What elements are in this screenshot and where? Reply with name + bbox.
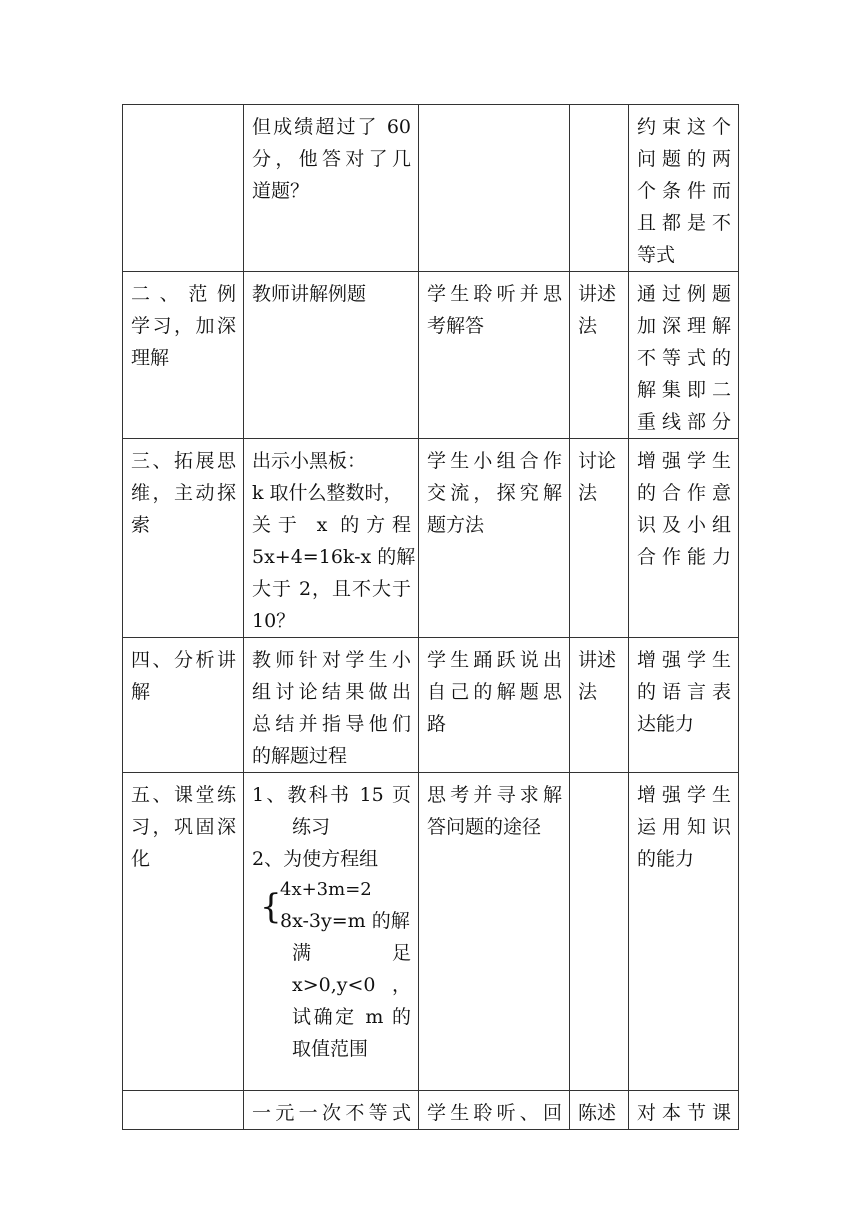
table-row [123,773,739,1091]
content-cell [244,1091,419,1130]
cell-line: 但成绩超过了 60 [252,116,411,138]
cell-line: 问题的两 [637,148,731,170]
cell-line: 出示小黑板： [252,450,367,472]
cell-line: 的语言表 [637,681,731,703]
cell-line: 加深理解 [637,315,731,337]
cell-line: 分，他答对了几 [252,148,411,170]
cell-line: 法 [578,681,598,703]
table-row [123,272,739,439]
cell-line: 学习，加深 [131,315,236,337]
cell-line: x>0,y<0 ， [292,974,411,996]
cell-line: 关于 x 的方程 [252,514,411,536]
curly-brace-icon: { [260,887,282,927]
cell-line: 总结并指导他们 [252,713,411,735]
content-cell [244,105,419,272]
cell-line: 不等式的 [637,347,731,369]
cell-line: 索 [131,514,151,536]
cell-line: 大于 2，且不大于 [252,578,411,600]
cell-line: 讨论 [578,450,617,472]
cell-line: 且都是不 [637,212,731,234]
cell-line: 讲述 [578,649,617,671]
method-cell [570,439,629,638]
cell-line: 达能力 [637,713,695,735]
method-cell [570,105,629,272]
method-cell [570,272,629,439]
cell-line: 合作能力 [637,546,731,568]
content-cell [244,773,419,1091]
method-cell [570,1091,629,1130]
student-cell [419,1091,570,1130]
cell-line: 组讨论结果做出 [252,681,411,703]
content-cell [244,272,419,439]
equation-2: 8x-3y=m 的解 [280,910,410,932]
cell-line: 三、拓展思 [131,450,236,472]
cell-line: 维，主动探 [131,482,236,504]
exercise-item-1-sub: 练习 [292,816,331,838]
cell-line: 教师针对学生小 [252,649,411,671]
intent-cell [629,638,739,773]
cell-line: 习，巩固深 [131,816,236,838]
table-row [123,439,739,638]
method-cell [570,773,629,1091]
cell-line: 理解 [131,347,170,369]
cell-line: 五、课堂练 [131,784,236,806]
equation-system [252,875,411,937]
intent-cell [629,105,739,272]
content-cell [244,638,419,773]
cell-line: 增强学生 [637,450,731,472]
table-row [123,105,739,272]
cell-line: 道题？ [252,180,310,202]
cell-line: 题方法 [427,514,485,536]
cell-line: 思考并寻求解 [427,784,562,806]
cell-line: 二、范例 [131,283,236,305]
cell-line: 识及小组 [637,514,731,536]
stage-cell [123,773,244,1091]
cell-line: 法 [578,482,598,504]
cell-line: 运用知识 [637,816,731,838]
cell-line: 10？ [252,610,296,632]
stage-cell [123,272,244,439]
equation-1: 4x+3m=2 [280,879,372,900]
student-cell [419,773,570,1091]
table-row [123,638,739,773]
lesson-plan-table [122,104,739,1130]
student-cell [419,272,570,439]
cell-line: 答问题的途径 [427,816,542,838]
cell-line: 一元一次不等式 [252,1102,411,1124]
cell-line: 取值范围 [292,1038,369,1060]
cell-line: 考解答 [427,315,485,337]
cell-line: 陈述 [578,1102,617,1124]
cell-line: 增强学生 [637,784,731,806]
cell-line: 的合作意 [637,482,731,504]
cell-line: k 取什么整数时， [252,482,403,504]
content-cell [244,439,419,638]
cell-line: 等式 [637,244,676,266]
cell-line: 化 [131,848,151,870]
table-row [123,1091,739,1130]
cell-line: 重线部分 [637,411,731,433]
cell-line: 个条件而 [637,180,731,202]
stage-cell [123,638,244,773]
cell-line: 试确定 m 的 [292,1006,411,1028]
exercise-item-2: 2、为使方程组 [252,848,379,870]
method-cell [570,638,629,773]
stage-cell [123,439,244,638]
cell-line: 的能力 [637,848,695,870]
cell-line: 满 足 [292,942,411,964]
cell-line: 学生小组合作 [427,450,562,472]
cell-line: 5x+4=16k-x 的解 [252,546,416,568]
cell-line: 解 [131,681,151,703]
cell-line: 的解题过程 [252,745,348,767]
student-cell [419,638,570,773]
cell-line: 四、分析讲 [131,649,236,671]
intent-cell [629,439,739,638]
student-cell [419,105,570,272]
intent-cell [629,773,739,1091]
exercise-tail [252,937,411,1065]
cell-line: 讲述 [578,283,617,305]
student-cell [419,439,570,638]
cell-line: 学生聆听并思 [427,283,562,305]
intent-cell [629,272,739,439]
cell-line: 路 [427,713,447,735]
cell-line: 交流，探究解 [427,482,562,504]
cell-line: 自己的解题思 [427,681,562,703]
cell-line: 法 [578,315,598,337]
stage-cell [123,1091,244,1130]
cell-line: 约束这个 [637,116,731,138]
cell-line: 增强学生 [637,649,731,671]
stage-cell [123,105,244,272]
cell-line: 对本节课 [637,1102,731,1124]
exercise-item-1: 1、教科书 15 页 [252,784,411,806]
cell-line: 学生踊跃说出 [427,649,562,671]
cell-line: 学生聆听、回 [427,1102,562,1124]
cell-line: 通过例题 [637,283,731,305]
intent-cell [629,1091,739,1130]
cell-line: 解集即二 [637,379,731,401]
cell-line: 教师讲解例题 [252,283,367,305]
